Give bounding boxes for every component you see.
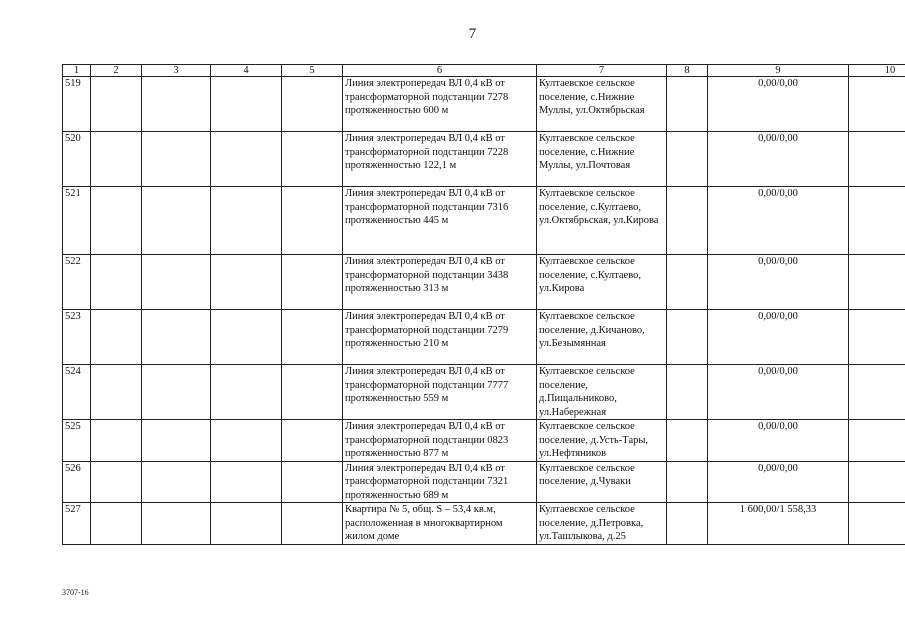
cell-col8 <box>667 503 708 545</box>
cell-value: 0,00/0,00 <box>708 461 849 503</box>
cell-col3 <box>142 255 211 310</box>
cell-address: Култаевское сельское поселение, с.Култаево, ул.Кирова <box>537 255 667 310</box>
cell-col4 <box>211 255 282 310</box>
cell-col4 <box>211 420 282 462</box>
column-header-8: 8 <box>667 65 708 77</box>
cell-col8 <box>667 420 708 462</box>
cell-col8 <box>667 132 708 187</box>
row-number: 521 <box>63 187 91 255</box>
cell-col2 <box>91 77 142 132</box>
cell-col4 <box>211 310 282 365</box>
cell-col5 <box>282 255 343 310</box>
row-number: 523 <box>63 310 91 365</box>
cell-col8 <box>667 461 708 503</box>
cell-col3 <box>142 310 211 365</box>
cell-col10 <box>849 77 905 132</box>
cell-col3 <box>142 77 211 132</box>
table-row <box>63 461 905 503</box>
cell-value: 0,00/0,00 <box>708 255 849 310</box>
cell-col2 <box>91 255 142 310</box>
cell-address: Култаевское сельское поселение, д.Кичаново, ул.Безымянная <box>537 310 667 365</box>
column-header-1: 1 <box>63 65 91 77</box>
cell-value: 0,00/0,00 <box>708 132 849 187</box>
table-row <box>63 77 905 132</box>
cell-value: 0,00/0,00 <box>708 420 849 462</box>
cell-object-name: Линия электропередач ВЛ 0,4 кВ от трансформаторной подстанции 7279 протяженностью 210 м <box>343 310 537 365</box>
cell-col4 <box>211 132 282 187</box>
cell-object-name: Линия электропередач ВЛ 0,4 кВ от трансформаторной подстанции 3438 протяженностью 313 м <box>343 255 537 310</box>
table-row <box>63 365 905 420</box>
cell-col3 <box>142 503 211 545</box>
cell-object-name: Линия электропередач ВЛ 0,4 кВ от трансформаторной подстанции 7777 протяженностью 559 м <box>343 365 537 420</box>
column-header-2: 2 <box>91 65 142 77</box>
cell-col2 <box>91 365 142 420</box>
column-header-4: 4 <box>211 65 282 77</box>
column-header-6: 6 <box>343 65 537 77</box>
cell-col8 <box>667 255 708 310</box>
row-number: 519 <box>63 77 91 132</box>
row-number: 526 <box>63 461 91 503</box>
cell-col2 <box>91 310 142 365</box>
cell-col4 <box>211 503 282 545</box>
cell-col10 <box>849 310 905 365</box>
cell-object-name: Линия электропередач ВЛ 0,4 кВ от трансформаторной подстанции 0823 протяженностью 877 м <box>343 420 537 462</box>
cell-address: Култаевское сельское поселение, д.Петровка, ул.Ташлыкова, д.25 <box>537 503 667 545</box>
cell-col4 <box>211 187 282 255</box>
cell-col2 <box>91 461 142 503</box>
cell-col3 <box>142 187 211 255</box>
table-row <box>63 187 905 255</box>
table-body <box>63 77 905 545</box>
cell-object-name: Линия электропередач ВЛ 0,4 кВ от трансформаторной подстанции 7321 протяженностью 689 м <box>343 461 537 503</box>
row-number: 527 <box>63 503 91 545</box>
table-row <box>63 132 905 187</box>
cell-col8 <box>667 187 708 255</box>
column-header-10: 10 <box>849 65 905 77</box>
cell-address: Култаевское сельское поселение, д.Чуваки <box>537 461 667 503</box>
column-header-9: 9 <box>708 65 849 77</box>
cell-col5 <box>282 503 343 545</box>
cell-col4 <box>211 461 282 503</box>
cell-col5 <box>282 420 343 462</box>
cell-value: 0,00/0,00 <box>708 365 849 420</box>
table-row <box>63 255 905 310</box>
row-number: 522 <box>63 255 91 310</box>
cell-col10 <box>849 132 905 187</box>
cell-value: 0,00/0,00 <box>708 77 849 132</box>
cell-col10 <box>849 503 905 545</box>
cell-object-name: Линия электропередач ВЛ 0,4 кВ от трансформаторной подстанции 7278 протяженностью 600 м <box>343 77 537 132</box>
cell-value: 0,00/0,00 <box>708 310 849 365</box>
cell-col4 <box>211 365 282 420</box>
header-row <box>63 65 905 77</box>
cell-value: 0,00/0,00 <box>708 187 849 255</box>
cell-col5 <box>282 461 343 503</box>
row-number: 525 <box>63 420 91 462</box>
column-header-5: 5 <box>282 65 343 77</box>
cell-object-name: Линия электропередач ВЛ 0,4 кВ от трансформаторной подстанции 7316 протяженностью 445 м <box>343 187 537 255</box>
cell-col5 <box>282 77 343 132</box>
cell-value: 1 600,00/1 558,33 <box>708 503 849 545</box>
cell-address: Култаевское сельское поселение, с.Нижние Муллы, ул.Почтовая <box>537 132 667 187</box>
cell-col10 <box>849 420 905 462</box>
cell-col5 <box>282 310 343 365</box>
cell-address: Култаевское сельское поселение, с.Нижние Муллы, ул.Октябрьская <box>537 77 667 132</box>
cell-address: Култаевское сельское поселение, д.Усть-Тары, ул.Нефтяников <box>537 420 667 462</box>
cell-col10 <box>849 255 905 310</box>
row-number: 520 <box>63 132 91 187</box>
cell-col8 <box>667 77 708 132</box>
cell-col3 <box>142 365 211 420</box>
cell-col3 <box>142 461 211 503</box>
cell-object-name: Линия электропередач ВЛ 0,4 кВ от трансформаторной подстанции 7228 протяженностью 122,1 м <box>343 132 537 187</box>
cell-col10 <box>849 461 905 503</box>
cell-col2 <box>91 132 142 187</box>
row-number: 524 <box>63 365 91 420</box>
cell-col2 <box>91 187 142 255</box>
cell-col2 <box>91 420 142 462</box>
cell-col3 <box>142 420 211 462</box>
column-header-7: 7 <box>537 65 667 77</box>
cell-col10 <box>849 187 905 255</box>
table-row <box>63 310 905 365</box>
footer-code: 3707-16 <box>62 588 89 597</box>
cell-col2 <box>91 503 142 545</box>
cell-col5 <box>282 187 343 255</box>
page-number: 7 <box>468 26 477 42</box>
cell-col8 <box>667 310 708 365</box>
registry-table <box>62 64 905 545</box>
column-header-3: 3 <box>142 65 211 77</box>
cell-address: Култаевское сельское поселение, с.Култаево, ул.Октябрьская, ул.Кирова <box>537 187 667 255</box>
cell-col5 <box>282 365 343 420</box>
cell-col3 <box>142 132 211 187</box>
cell-col5 <box>282 132 343 187</box>
table-row <box>63 420 905 462</box>
table-row <box>63 503 905 545</box>
cell-col4 <box>211 77 282 132</box>
cell-col8 <box>667 365 708 420</box>
cell-col10 <box>849 365 905 420</box>
cell-object-name: Квартира № 5, общ. S – 53,4 кв.м, расположенная в многоквартирном жилом доме <box>343 503 537 545</box>
cell-address: Култаевское сельское поселение, д.Пищальниково, ул.Набережная <box>537 365 667 420</box>
